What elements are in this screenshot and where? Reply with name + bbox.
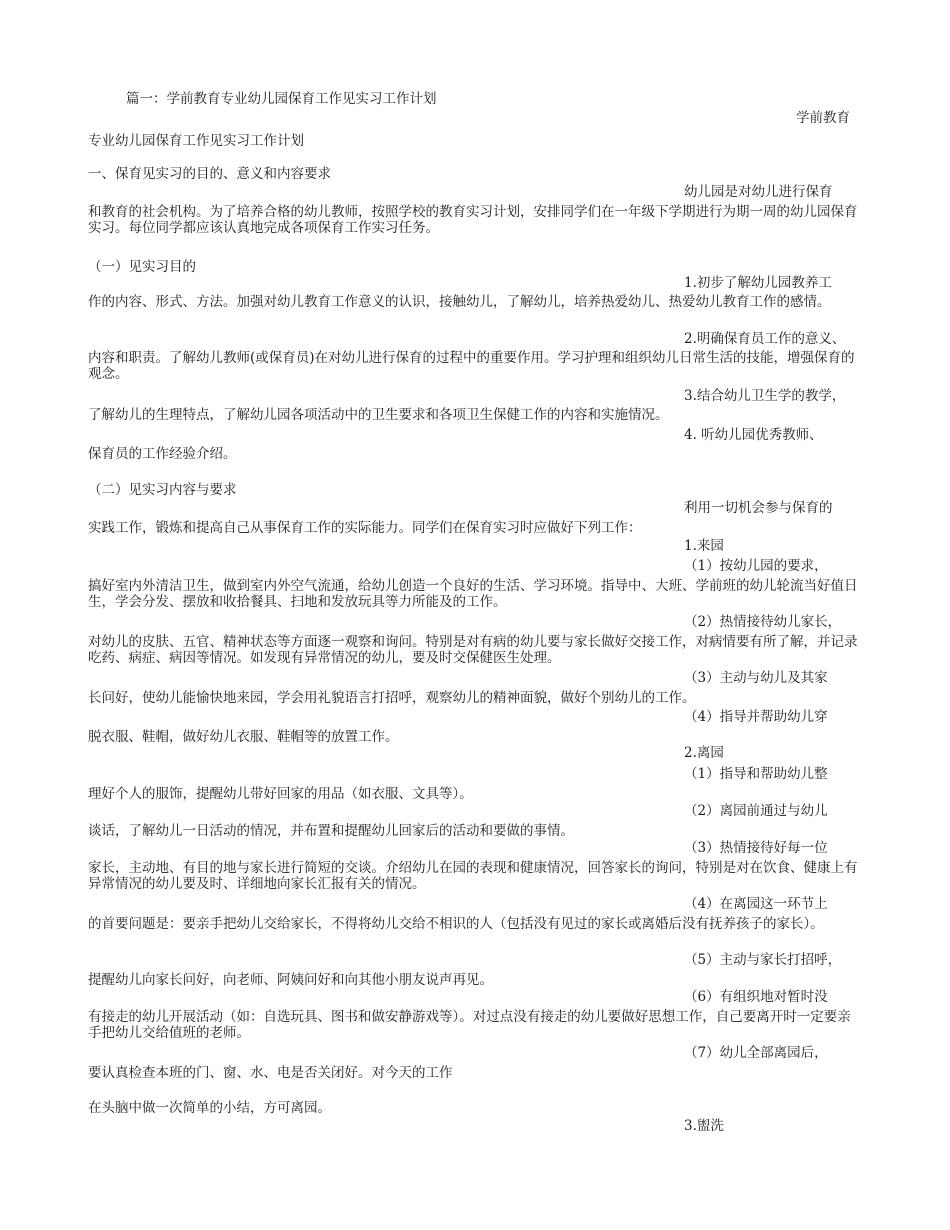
item-heading: 1.来园 [684,538,724,554]
paragraph-tail: （4）在离园这一环节上 [684,896,828,912]
paragraph-body: 和教育的社会机构。为了培养合格的幼儿教师，按照学校的教育实习计划，安排同学们在一年级下学期进行为期一周的幼儿园保育实习。每位同学都应该认真地完成各项保育工作实习任务。 [88,204,858,236]
paragraph-body: 了解幼儿的生理特点，了解幼儿园各项活动中的卫生要求和各项卫生保健工作的内容和实施情况。 [88,407,669,423]
item-heading: 2.离园 [684,745,724,761]
paragraph-tail: （6）有组织地对暂时没 [684,989,828,1005]
paragraph-body: 提醒幼儿向家长问好，向老师、阿姨问好和向其他小朋友说声再见。 [88,972,493,988]
paragraph-body: 搞好室内外清洁卫生，做到室内外空气流通，给幼儿创造一个良好的生活、学习环境。指导中、大班、学前班的幼儿轮流当好值日生，学会分发、摆放和收拾餐具、扫地和发放玩具等力所能及的工作。 [88,578,858,610]
paragraph-body: 有接走的幼儿开展活动（如：自选玩具、图书和做安静游戏等）。对过点没有接走的幼儿要做好思想工作，自己要离开时一定要亲手把幼儿交给值班的老师。 [88,1009,851,1041]
paragraph-body: 保育员的工作经验介绍。 [88,446,237,462]
paragraph-tail: （2）热情接待幼儿家长， [684,614,842,630]
paragraph-body: 在头脑中做一次简单的小结，方可离园。 [88,1100,331,1116]
document-title: 篇一：学前教育专业幼儿园保育工作见实习工作计划 [126,91,437,107]
paragraph-body: 要认真检查本班的门、窗、水、电是否关闭好。对今天的工作 [88,1065,453,1081]
paragraph-body: 实践工作，锻炼和提高自己从事保育工作的实际能力。同学们在保育实习时应做好下列工作： [88,520,642,536]
paragraph-tail: （3）主动与幼儿及其家 [684,670,828,686]
paragraph-body: 的首要问题是：要亲手把幼儿交给家长，不得将幼儿交给不相识的人（包括没有见过的家长或离婚后没有抚养孩子的家长）。 [88,916,824,932]
paragraph-body: 家长，主动地、有目的地与家长进行简短的交谈。介绍幼儿在园的表现和健康情况，回答家长的询问，特别是对在饮食、健康上有异常情况的幼儿要及时、详细地向家长汇报有关的情况。 [88,860,858,892]
paragraph-tail: 幼儿园是对幼儿进行保育 [684,184,833,200]
subheading-content: （二）见实习内容与要求 [88,482,237,498]
title-continuation: 专业幼儿园保育工作见实习工作计划 [88,133,304,149]
paragraph-tail: 2.明确保育员工作的意义、 [684,331,846,347]
paragraph-tail: （5）主动与家长打招呼， [684,952,842,968]
paragraph-tail: （1）按幼儿园的要求， [684,558,828,574]
paragraph-body: 作的内容、形式、方法。加强对幼儿教育工作意义的认识，接触幼儿，了解幼儿，培养热爱幼儿、热爱幼儿教育工作的感情。 [88,294,831,310]
title-tail: 学前教育 [796,110,850,126]
paragraph-tail: （1）指导和帮助幼儿整 [684,766,828,782]
paragraph-body: 谈话，了解幼儿一日活动的情况，并布置和提醒幼儿回家后的活动和要做的事情。 [88,823,574,839]
paragraph-body: 理好个人的服饰，提醒幼儿带好回家的用品（如衣服、文具等）。 [88,786,473,802]
paragraph-body: 内容和职责。了解幼儿教师(或保育员)在对幼儿进行保育的过程中的重要作用。学习护理和组织幼儿日常生活的技能，增强保育的观念。 [88,350,855,382]
paragraph-tail: （3）热情接待好每一位 [684,840,828,856]
paragraph-body: 脱衣服、鞋帽，做好幼儿衣服、鞋帽等的放置工作。 [88,729,399,745]
paragraph-tail: 1.初步了解幼儿园教养工 [684,275,832,291]
section-heading-1: 一、保育见实习的目的、意义和内容要求 [88,166,331,182]
item-heading: 3.盥洗 [684,1118,724,1134]
paragraph-tail: 3.结合幼儿卫生学的教学， [684,388,846,404]
paragraph-tail: （2）离园前通过与幼儿 [684,803,828,819]
paragraph-tail: （4）指导并帮助幼儿穿 [684,709,828,725]
paragraph-body: 对幼儿的皮肤、五官、精神状态等方面逐一观察和询问。特别是对有病的幼儿要与家长做好交接工作，对病情要有所了解，并记录吃药、病症、病因等情况。如发现有异常情况的幼儿，要及时交保健医生处理。 [88,634,858,666]
paragraph-tail: 利用一切机会参与保育的 [684,500,833,516]
paragraph-tail: 4. 听幼儿园优秀教师、 [684,427,823,443]
subheading-goals: （一）见实习目的 [88,259,196,275]
paragraph-tail: （7）幼儿全部离园后， [684,1045,828,1061]
paragraph-body: 长问好，使幼儿能愉快地来园，学会用礼貌语言打招呼，观察幼儿的精神面貌，做好个别幼儿的工作。 [88,690,696,706]
